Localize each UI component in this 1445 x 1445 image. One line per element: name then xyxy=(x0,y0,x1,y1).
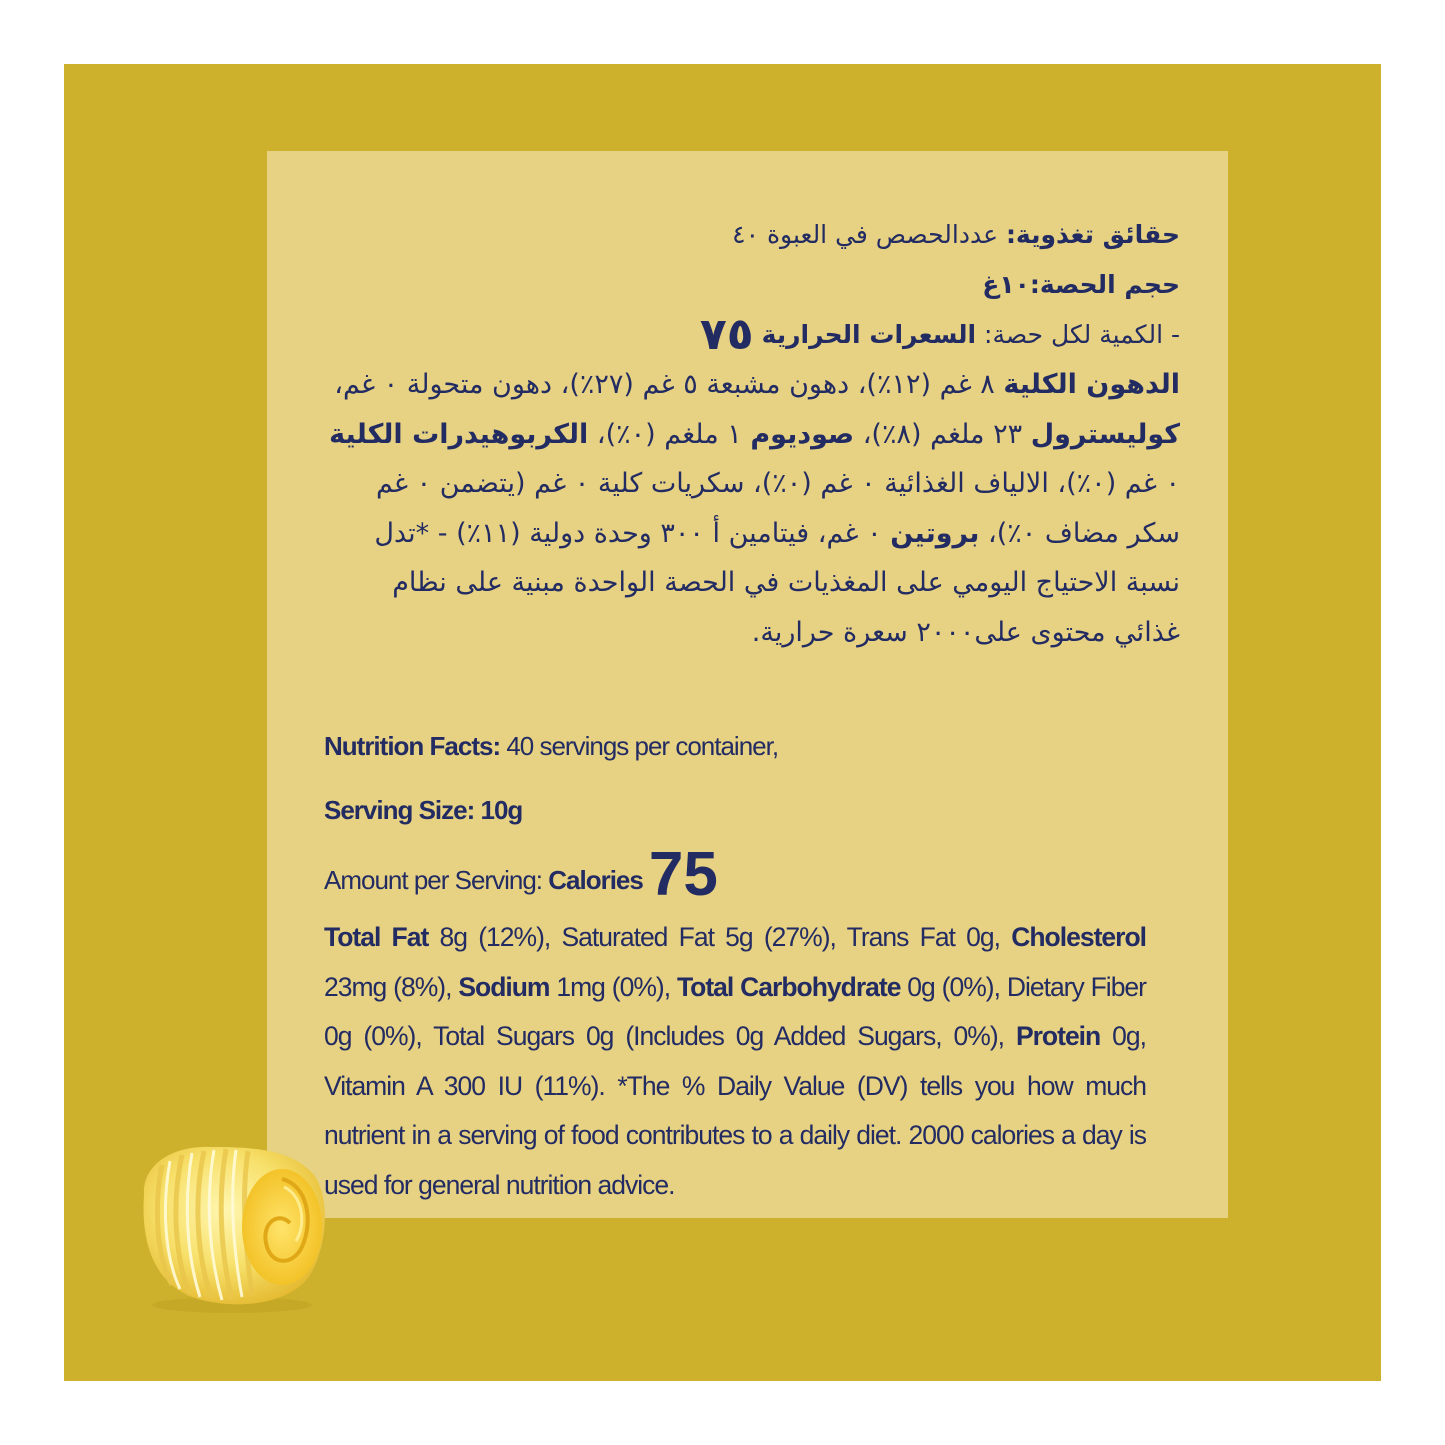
english-servings-text: 40 servings per container, xyxy=(500,731,779,761)
english-protein-text: 0g, Vitamin A 300 IU (11%). *The % Daily Value (DV) tells you how much nutrient in a serving of food contributes to a daily diet. 2000 calories a day is used for general nutrition advice. xyxy=(324,1021,1146,1200)
english-total-fat-label: Total Fat xyxy=(324,922,429,952)
english-amount-prefix: Amount per Serving: xyxy=(324,865,549,895)
english-nutrition-facts xyxy=(324,724,1146,1210)
english-sodium-label: Sodium xyxy=(458,971,550,1002)
english-protein-label: Protein xyxy=(1015,1021,1101,1051)
english-calories-line xyxy=(324,842,1146,913)
arabic-calories-label: السعرات الحرارية xyxy=(761,320,977,349)
english-nutrient-paragraph xyxy=(324,913,1146,1210)
english-total-fat-text: 8g (12%), Saturated Fat 5g (27%), Trans Fat 0g, xyxy=(428,922,1012,952)
arabic-facts-line xyxy=(324,210,1180,260)
english-facts-line xyxy=(324,724,1146,768)
english-calories-value: 75 xyxy=(648,840,718,909)
english-calories-label: Calories xyxy=(548,865,643,895)
arabic-cholesterol-text: ٢٣ ملغم (٨٪)، xyxy=(854,418,1031,450)
arabic-calories-line xyxy=(324,310,1180,360)
arabic-amount-prefix: - الكمية لكل حصة: xyxy=(976,320,1180,349)
arabic-sodium-label: صوديوم xyxy=(750,418,855,450)
arabic-protein-label: بروتين xyxy=(890,517,980,549)
arabic-cholesterol-label: كوليسترول xyxy=(1030,418,1180,450)
english-serving-size-line xyxy=(324,788,1146,832)
arabic-carbs-label: الكربوهيدرات الكلية xyxy=(329,418,589,450)
arabic-servings-text: عددالحصص في العبوة ٤٠ xyxy=(732,220,1006,249)
arabic-carbs-text: ٠ غم (٠٪)، الالياف الغذائية ٠ غم (٠٪)، سكريات كلية ٠ غم (يتضمن ٠ غم سكر مضاف ٠٪)، xyxy=(375,468,1180,549)
arabic-serving-size-label: حجم الحصة: xyxy=(1029,270,1180,299)
english-cholesterol-text: 23mg (8%), xyxy=(324,971,459,1002)
english-cholesterol-label: Cholesterol xyxy=(1011,922,1146,952)
arabic-total-fat-label: الدهون الكلية xyxy=(1003,369,1180,400)
english-sodium-text: 1mg (0%), xyxy=(549,971,677,1002)
english-serving-size-label: Serving Size: 10g xyxy=(324,795,523,825)
arabic-nutrition-facts xyxy=(324,210,1180,657)
english-carbs-label: Total Carbohydrate xyxy=(676,971,901,1002)
english-carbs-text: 0g (0%), Dietary Fiber 0g (0%), Total Sugars 0g (Includes 0g Added Sugars, 0%), xyxy=(324,971,1146,1051)
english-facts-label: Nutrition Facts: xyxy=(324,731,501,761)
butter-curl-icon xyxy=(132,1135,332,1315)
arabic-serving-size-line xyxy=(324,260,1180,310)
arabic-nutrient-paragraph xyxy=(324,360,1180,657)
arabic-serving-size-value: ١٠غ xyxy=(982,270,1030,299)
arabic-total-fat-text: ٨ غم (١٢٪)، دهون مشبعة ٥ غم (٢٧٪)، دهون متحولة ٠ غم، xyxy=(334,369,1004,400)
arabic-facts-label: حقائق تغذوية: xyxy=(1005,220,1180,249)
arabic-sodium-text: ١ ملغم (٠٪)، xyxy=(588,418,751,450)
arabic-protein-text: ٠ غم، فيتامين أ ٣٠٠ وحدة دولية (١١٪) - *تدل نسبة الاحتياج اليومي على المغذيات في الحصة الواحدة مبنية على نظام غذائي محتوى على٢٠٠٠ سعرة حرارية. xyxy=(374,517,1180,648)
arabic-calories-value: ٧٥ xyxy=(699,309,754,360)
